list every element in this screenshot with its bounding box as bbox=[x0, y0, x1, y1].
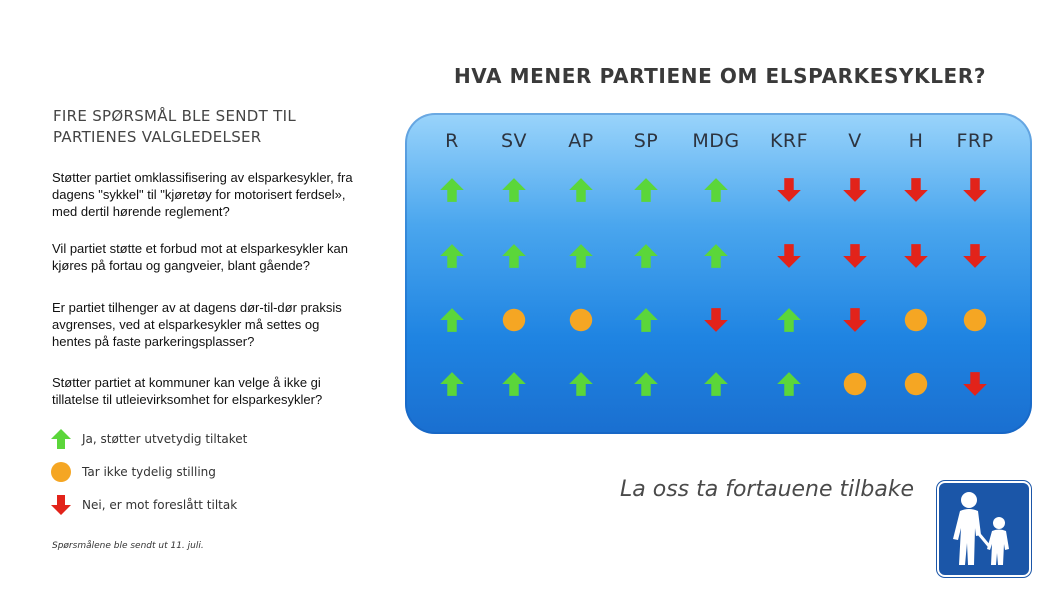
green-up-arrow-icon bbox=[633, 371, 659, 397]
green-up-arrow-icon bbox=[501, 177, 527, 203]
legend-item-no bbox=[50, 493, 237, 517]
green-up-arrow-icon bbox=[439, 371, 465, 397]
question-4 bbox=[52, 374, 387, 408]
green-up-arrow-icon bbox=[568, 177, 594, 203]
question-line: Vil partiet støtte et forbud mot at elsparkesykler kan bbox=[52, 241, 349, 256]
question-line: Støtter partiet at kommuner kan velge å ikke gi bbox=[52, 375, 321, 390]
red-down-arrow-icon bbox=[776, 177, 802, 203]
green-up-arrow-icon bbox=[776, 371, 802, 397]
red-down-arrow-icon bbox=[842, 177, 868, 203]
red-down-arrow-icon bbox=[842, 307, 868, 333]
legend-label: Nei, er mot foreslått tiltak bbox=[82, 498, 238, 512]
left-heading-line: FIRE SPØRSMÅL BLE SENDT TIL bbox=[53, 107, 297, 125]
orange-circle-icon bbox=[50, 461, 72, 483]
green-up-arrow-icon bbox=[703, 177, 729, 203]
green-up-arrow-icon bbox=[633, 307, 659, 333]
green-up-arrow-icon bbox=[633, 243, 659, 269]
question-line: dagens "sykkel" til "kjøretøy for motorisert ferdsel», bbox=[52, 187, 346, 202]
orange-circle-icon bbox=[501, 307, 527, 333]
legend-label: Ja, støtter utvetydig tiltaket bbox=[82, 432, 248, 446]
chart-title: HVA MENER PARTIENE OM ELSPARKESYKLER? bbox=[453, 64, 987, 88]
orange-circle-icon bbox=[903, 307, 929, 333]
red-down-arrow-icon bbox=[962, 177, 988, 203]
green-up-arrow-icon bbox=[568, 243, 594, 269]
green-up-arrow-icon bbox=[703, 243, 729, 269]
legend-item-neutral bbox=[50, 460, 216, 484]
question-line: avgrenses, ved at elsparkesykler må settes og bbox=[52, 317, 320, 332]
legend-label: Tar ikke tydelig stilling bbox=[82, 465, 216, 479]
orange-circle-icon bbox=[842, 371, 868, 397]
legend-item-yes bbox=[50, 427, 247, 451]
question-line: tillatelse til utleievirksomhet for elsparkesykler? bbox=[52, 392, 323, 407]
party-label: V bbox=[848, 130, 862, 152]
question-line: Støtter partiet omklassifisering av elsparkesykler, fra bbox=[52, 170, 353, 185]
orange-circle-icon bbox=[962, 307, 988, 333]
red-down-arrow-icon bbox=[962, 371, 988, 397]
question-2 bbox=[52, 240, 387, 274]
party-label: H bbox=[908, 130, 924, 152]
question-line: hentes på faste parkeringsplasser? bbox=[52, 334, 255, 349]
green-up-arrow-icon bbox=[633, 177, 659, 203]
left-heading bbox=[53, 106, 353, 148]
question-line: kjøres på fortau og gangveier, blant gående? bbox=[52, 258, 311, 273]
green-up-arrow-icon bbox=[439, 177, 465, 203]
red-down-arrow-icon bbox=[703, 307, 729, 333]
question-line: Er partiet tilhenger av at dagens dør-til-dør praksis bbox=[52, 300, 342, 315]
green-up-arrow-icon bbox=[703, 371, 729, 397]
question-3 bbox=[52, 299, 387, 350]
party-label: R bbox=[445, 130, 459, 152]
green-up-arrow-icon bbox=[501, 371, 527, 397]
red-down-arrow-icon bbox=[842, 243, 868, 269]
red-down-arrow-icon bbox=[50, 494, 72, 516]
orange-circle-icon bbox=[568, 307, 594, 333]
left-heading-line: PARTIENES VALGLEDELSER bbox=[53, 128, 262, 146]
party-label: KRF bbox=[769, 130, 809, 152]
green-up-arrow-icon bbox=[439, 243, 465, 269]
orange-circle-icon bbox=[903, 371, 929, 397]
red-down-arrow-icon bbox=[903, 177, 929, 203]
question-line: med dertil hørende reglement? bbox=[52, 204, 230, 219]
question-1 bbox=[52, 169, 387, 220]
party-label: SP bbox=[633, 130, 659, 152]
red-down-arrow-icon bbox=[903, 243, 929, 269]
footnote: Spørsmålene ble sendt ut 11. juli. bbox=[52, 541, 204, 551]
green-up-arrow-icon bbox=[50, 428, 72, 450]
green-up-arrow-icon bbox=[439, 307, 465, 333]
green-up-arrow-icon bbox=[501, 243, 527, 269]
green-up-arrow-icon bbox=[568, 371, 594, 397]
pedestrian-sign-icon bbox=[937, 481, 1031, 577]
party-label: AP bbox=[568, 130, 594, 152]
party-label: FRP bbox=[956, 130, 994, 152]
tagline: La oss ta fortauene tilbake bbox=[620, 477, 915, 502]
red-down-arrow-icon bbox=[962, 243, 988, 269]
green-up-arrow-icon bbox=[776, 307, 802, 333]
party-label: MDG bbox=[692, 130, 740, 152]
red-down-arrow-icon bbox=[776, 243, 802, 269]
party-label: SV bbox=[500, 130, 528, 152]
